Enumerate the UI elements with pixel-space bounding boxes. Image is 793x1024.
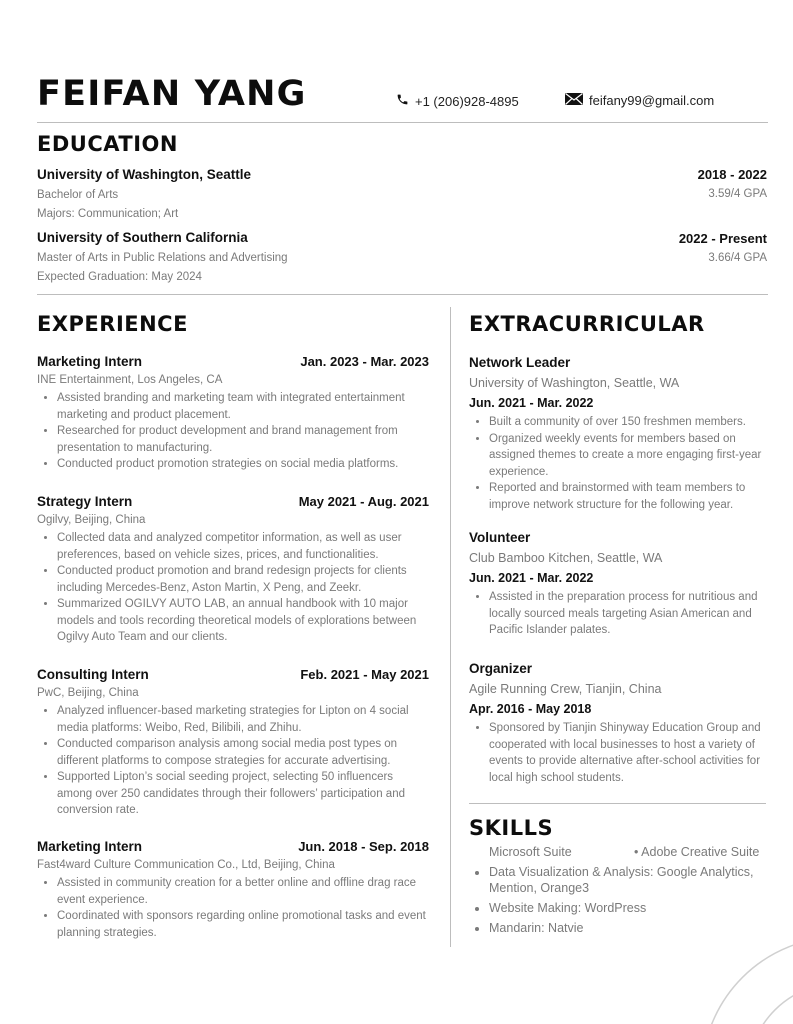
inner-arc xyxy=(748,983,793,1024)
skill-item xyxy=(634,842,759,862)
extracurricular-org: Club Bamboo Kitchen, Seattle, WA xyxy=(469,551,663,565)
extracurricular-role: Organizer xyxy=(469,661,533,676)
job-entry xyxy=(37,839,429,941)
extracurricular-heading: EXTRACURRICULAR xyxy=(469,312,705,336)
job-dates: Jan. 2023 - Mar. 2023 xyxy=(300,354,429,369)
education-dates: 2018 - 2022 xyxy=(697,167,767,182)
envelope-icon xyxy=(565,93,583,108)
skill-item: • Data Visualization & Analysis: Google Analytics, Mention, Orange3 xyxy=(489,864,779,896)
education-divider xyxy=(37,294,768,295)
skill-text: Adobe Creative Suite xyxy=(641,845,760,859)
extracurricular-bullet: • Reported and brainstormed with team members to improve network structure for the following year. xyxy=(489,480,769,513)
extracurricular-entry xyxy=(469,355,769,513)
extracurricular-bullet: • Sponsored by Tianjin Shinyway Education Group and cooperated with local businesses to host a variety of events to provide alternative after-school activities for local high school students. xyxy=(489,720,769,786)
job-title: Marketing Intern xyxy=(37,354,143,369)
education-school: University of Southern California xyxy=(37,230,248,245)
education-degree: Bachelor of Arts xyxy=(37,189,119,201)
candidate-name: FEIFAN YANG xyxy=(37,74,307,114)
extracurricular-bullet: • Assisted in the preparation process for nutritious and locally sourced meals targeting Asian American and Pacific Islander palates. xyxy=(489,589,769,639)
email-contact xyxy=(565,93,714,108)
skill-bullet: • xyxy=(634,845,642,859)
education-gpa: 3.66/4 GPA xyxy=(708,252,767,264)
job-bullet: • Assisted branding and marketing team with integrated entertainment marketing and product placement. xyxy=(57,390,429,423)
skills-heading: SKILLS xyxy=(469,816,554,840)
extracurricular-org: University of Washington, Seattle, WA xyxy=(469,376,680,390)
extracurricular-bullet: • Organized weekly events for members based on assigned themes to create a more engaging first-year experience. xyxy=(489,431,769,481)
phone-number: +1 (206)928-4895 xyxy=(415,93,519,109)
job-bullet: • Collected data and analyzed competitor information, as well as user preferences, based on vehicle sizes, prices, and functionalities. xyxy=(57,530,429,563)
education-detail: Expected Graduation: May 2024 xyxy=(37,271,202,283)
education-dates: 2022 - Present xyxy=(678,231,767,246)
extracurricular-role: Network Leader xyxy=(469,355,571,370)
skills-divider xyxy=(469,803,766,804)
job-title: Strategy Intern xyxy=(37,494,133,509)
column-divider xyxy=(450,307,451,947)
extracurricular-dates: Jun. 2021 - Mar. 2022 xyxy=(469,571,594,585)
job-bullet: • Assisted in community creation for a better online and offline drag race event experience. xyxy=(57,875,429,908)
phone-icon xyxy=(396,93,409,109)
job-company: PwC, Beijing, China xyxy=(37,687,139,699)
job-entry xyxy=(37,667,429,819)
job-bullet: • Summarized OGILVY AUTO LAB, an annual handbook with 10 major models and tools recording theoretical models of explorations between Ogilvy Auto Team and our clients. xyxy=(57,596,429,646)
skill-item: Microsoft Suite xyxy=(489,845,572,859)
job-dates: Jun. 2018 - Sep. 2018 xyxy=(298,839,429,854)
skill-item: • Mandarin: Natvie xyxy=(489,918,779,938)
job-entry xyxy=(37,494,429,646)
skill-item: • Website Making: WordPress xyxy=(489,898,779,918)
education-school: University of Washington, Seattle xyxy=(37,167,252,182)
education-detail: Majors: Communication; Art xyxy=(37,208,179,220)
job-bullet: • Conducted product promotion strategies on social media platforms. xyxy=(57,456,429,473)
job-title: Consulting Intern xyxy=(37,667,149,682)
decorative-arcs xyxy=(690,925,793,1024)
education-heading: EDUCATION xyxy=(37,132,178,156)
extracurricular-bullet: • Built a community of over 150 freshmen members. xyxy=(489,414,769,431)
education-gpa: 3.59/4 GPA xyxy=(708,188,767,200)
job-title: Marketing Intern xyxy=(37,839,143,854)
outer-arc xyxy=(702,937,793,1024)
job-entry xyxy=(37,354,429,473)
header-divider xyxy=(37,122,768,123)
extracurricular-org: Agile Running Crew, Tianjin, China xyxy=(469,682,662,696)
job-company: INE Entertainment, Los Angeles, CA xyxy=(37,374,223,386)
experience-heading: EXPERIENCE xyxy=(37,312,188,336)
extracurricular-dates: Apr. 2016 - May 2018 xyxy=(469,702,592,716)
job-bullet: • Coordinated with sponsors regarding online promotional tasks and event planning strategies. xyxy=(57,908,429,941)
education-degree: Master of Arts in Public Relations and Advertising xyxy=(37,252,288,264)
email-address: feifany99@gmail.com xyxy=(589,93,715,108)
skills-list xyxy=(469,842,779,938)
job-bullet: • Researched for product development and brand management from presentation to manufacturing. xyxy=(57,423,429,456)
job-dates: Feb. 2021 - May 2021 xyxy=(300,667,429,682)
job-bullet: • Conducted product promotion and brand redesign projects for clients including Mercedes-Benz, Aston Martin, X Peng, and Zeekr. xyxy=(57,563,429,596)
extracurricular-entry xyxy=(469,530,769,639)
extracurricular-entry xyxy=(469,661,769,786)
job-bullet: • Supported Lipton’s social seeding project, selecting 50 influencers among over 250 candidates through their followers’ participation and conversion rate. xyxy=(57,769,429,819)
job-company: Fast4ward Culture Communication Co., Ltd, Beijing, China xyxy=(37,859,335,871)
extracurricular-dates: Jun. 2021 - Mar. 2022 xyxy=(469,396,594,410)
job-company: Ogilvy, Beijing, China xyxy=(37,514,146,526)
phone-contact xyxy=(396,93,519,109)
job-bullet: • Conducted comparison analysis among social media post types on different platforms to compose strategies for accurate advertising. xyxy=(57,736,429,769)
extracurricular-role: Volunteer xyxy=(469,530,531,545)
job-bullet: • Analyzed influencer-based marketing strategies for Lipton on 4 social media platforms: Weibo, Red, Bilibili, and Zhihu. xyxy=(57,703,429,736)
job-dates: May 2021 - Aug. 2021 xyxy=(298,494,429,509)
